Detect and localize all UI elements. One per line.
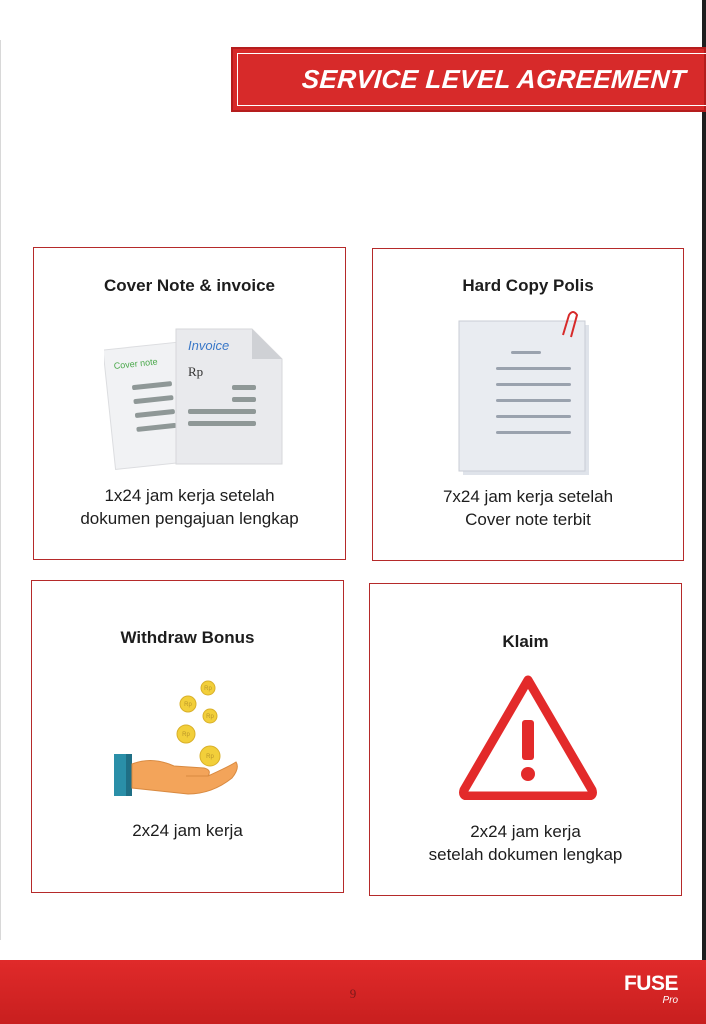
invoice-label: Invoice [188, 338, 230, 353]
svg-text:Rp: Rp [184, 702, 192, 708]
svg-text:Rp: Rp [182, 732, 190, 738]
sla-card-withdraw-bonus [31, 580, 344, 893]
svg-text:Rp: Rp [204, 686, 212, 692]
page-number: 9 [349, 986, 357, 1001]
documents-icon [104, 324, 284, 474]
card-desc-line: dokumen pengajuan lengkap [80, 509, 299, 528]
page-title: SERVICE LEVEL AGREEMENT [301, 64, 688, 94]
card-desc-line: Cover note terbit [465, 510, 591, 529]
sla-card-hard-copy-polis [372, 248, 684, 561]
card-desc-line: setelah dokumen lengkap [428, 845, 623, 864]
page-edge [702, 0, 706, 960]
card-desc-line: 2x24 jam kerja [132, 821, 243, 840]
footer-bar [0, 960, 706, 1024]
warning-triangle-icon [458, 672, 598, 800]
page-edge-left [0, 40, 1, 940]
card-desc-line: 7x24 jam kerja setelah [442, 487, 614, 506]
hand-coins-icon [112, 676, 242, 806]
card-title: Cover Note & invoice [104, 276, 275, 295]
sla-card-cover-note [33, 247, 346, 560]
paper-clip-document-icon [451, 311, 601, 481]
sla-card-klaim [369, 583, 682, 896]
svg-text:Rp: Rp [206, 754, 214, 760]
rp-label: Rp [188, 364, 204, 379]
title-banner [231, 47, 706, 112]
card-desc-line: 2x24 jam kerja [470, 822, 581, 841]
logo-main: FUSE [623, 972, 678, 995]
cover-note-label: Cover note [113, 356, 159, 372]
card-title: Hard Copy Polis [462, 276, 594, 295]
card-title: Klaim [502, 632, 549, 651]
logo-sub: Pro [662, 995, 678, 1006]
card-title: Withdraw Bonus [120, 628, 255, 647]
card-desc-line: 1x24 jam kerja setelah [104, 486, 275, 505]
fuse-pro-logo [624, 973, 678, 1007]
svg-text:Rp: Rp [206, 714, 214, 720]
